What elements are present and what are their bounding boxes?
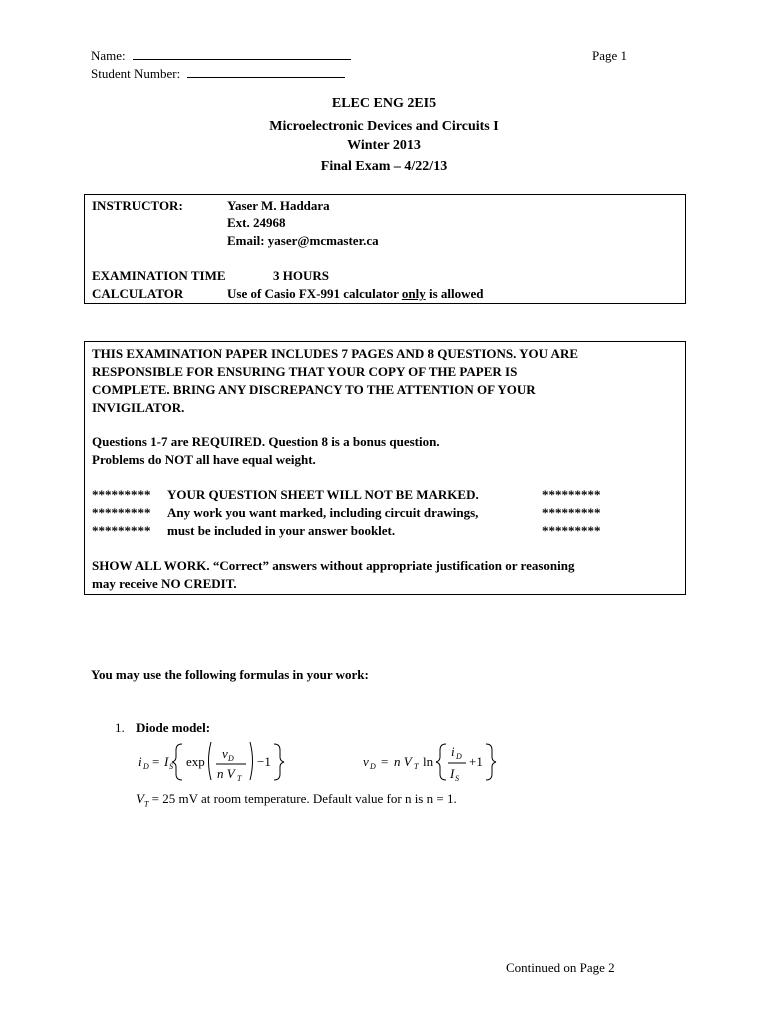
stars-left-1: *********: [92, 487, 151, 502]
exam-time-value: 3 HOURS: [273, 268, 329, 283]
course-title: Microelectronic Devices and Circuits I: [269, 119, 499, 134]
svg-text:i: i: [138, 754, 142, 769]
notice-line-4: INVIGILATOR.: [92, 400, 185, 415]
calculator-text-post: is allowed: [425, 286, 484, 301]
course-code: ELEC ENG 2EI5: [331, 96, 437, 111]
svg-text:I: I: [164, 754, 169, 769]
stars-right-3: *********: [542, 523, 601, 538]
calculator-rule: [227, 285, 484, 303]
diode-equations: [130, 736, 510, 786]
stars-left-3: *********: [92, 523, 151, 538]
svg-text:+1: +1: [469, 754, 483, 769]
show-work-line-1: SHOW ALL WORK. “Correct” answers without appropriate justification or reasoning: [92, 558, 575, 573]
calculator-only: only: [401, 286, 426, 301]
svg-text:T: T: [237, 774, 242, 783]
name-line[interactable]: [133, 47, 351, 60]
svg-text:exp: exp: [186, 754, 205, 769]
continued-note: Continued on Page 2: [506, 960, 615, 975]
stars-right-1: *********: [542, 487, 601, 502]
formulas-intro: You may use the following formulas in your work:: [91, 667, 369, 682]
stars-right-2: *********: [542, 505, 601, 520]
student-number-line[interactable]: [187, 65, 345, 78]
formula-item-title: Diode model:: [136, 720, 211, 735]
notice-line-3: COMPLETE. BRING ANY DISCREPANCY TO THE ATTENTION OF YOUR: [92, 382, 536, 397]
name-field: [91, 47, 351, 65]
term: Winter 2013: [347, 138, 421, 153]
star-message-1: YOUR QUESTION SHEET WILL NOT BE MARKED.: [167, 487, 479, 502]
instructor-name: Yaser M. Haddara: [227, 198, 330, 213]
star-message-2: Any work you want marked, including circuit drawings,: [167, 505, 479, 520]
page-number: Page 1: [592, 48, 628, 63]
info-box: [84, 194, 686, 304]
instructor-label: INSTRUCTOR:: [92, 198, 183, 213]
thermal-voltage-note: [136, 790, 457, 814]
star-message-3: must be included in your answer booklet.: [167, 523, 396, 538]
show-work-line-2: may receive NO CREDIT.: [92, 576, 237, 591]
notice-box: [84, 341, 686, 595]
weight-note: Problems do NOT all have equal weight.: [92, 452, 316, 467]
svg-text:n V: n V: [217, 766, 235, 781]
svg-text:v: v: [222, 746, 228, 761]
exam-time-label: EXAMINATION TIME: [92, 268, 226, 283]
calculator-text-pre: Use of Casio FX-991 calculator: [227, 286, 402, 301]
instructor-ext: Ext. 24968: [227, 215, 286, 230]
exam-title: Final Exam – 4/22/13: [320, 159, 448, 174]
svg-text:S: S: [169, 762, 173, 771]
required-questions: Questions 1-7 are REQUIRED. Question 8 is a bonus question.: [92, 434, 440, 449]
svg-text:I: I: [450, 766, 455, 781]
stars-left-2: *********: [92, 505, 151, 520]
name-label: Name:: [91, 48, 126, 63]
vt-symbol: $V_T$: [136, 791, 149, 809]
svg-text:v: v: [363, 754, 369, 769]
svg-text:=: =: [152, 754, 160, 769]
svg-text:D: D: [143, 762, 149, 771]
svg-text:T: T: [414, 762, 419, 771]
student-number-field: [91, 65, 345, 83]
svg-text:D: D: [456, 752, 462, 761]
vt-note-text: = 25 mV at room temperature. Default value for n is n = 1.: [151, 791, 457, 806]
svg-text:D: D: [370, 762, 376, 771]
svg-text:ln: ln: [423, 754, 434, 769]
instructor-email: Email: yaser@mcmaster.ca: [227, 233, 379, 248]
svg-text:−1: −1: [257, 754, 271, 769]
diode-voltage-equation: [363, 744, 496, 783]
svg-text:i: i: [451, 744, 455, 759]
calculator-label: CALCULATOR: [92, 286, 184, 301]
notice-line-1: THIS EXAMINATION PAPER INCLUDES 7 PAGES AND 8 QUESTIONS. YOU ARE: [92, 346, 579, 361]
svg-text:n V: n V: [394, 754, 412, 769]
svg-text:=: =: [381, 754, 389, 769]
formula-item-number: 1.: [115, 720, 125, 735]
svg-text:D: D: [228, 754, 234, 763]
svg-text:S: S: [455, 774, 459, 783]
student-number-label: Student Number:: [91, 66, 181, 81]
diode-current-equation: [138, 742, 284, 783]
notice-line-2: RESPONSIBLE FOR ENSURING THAT YOUR COPY OF THE PAPER IS: [92, 364, 518, 379]
